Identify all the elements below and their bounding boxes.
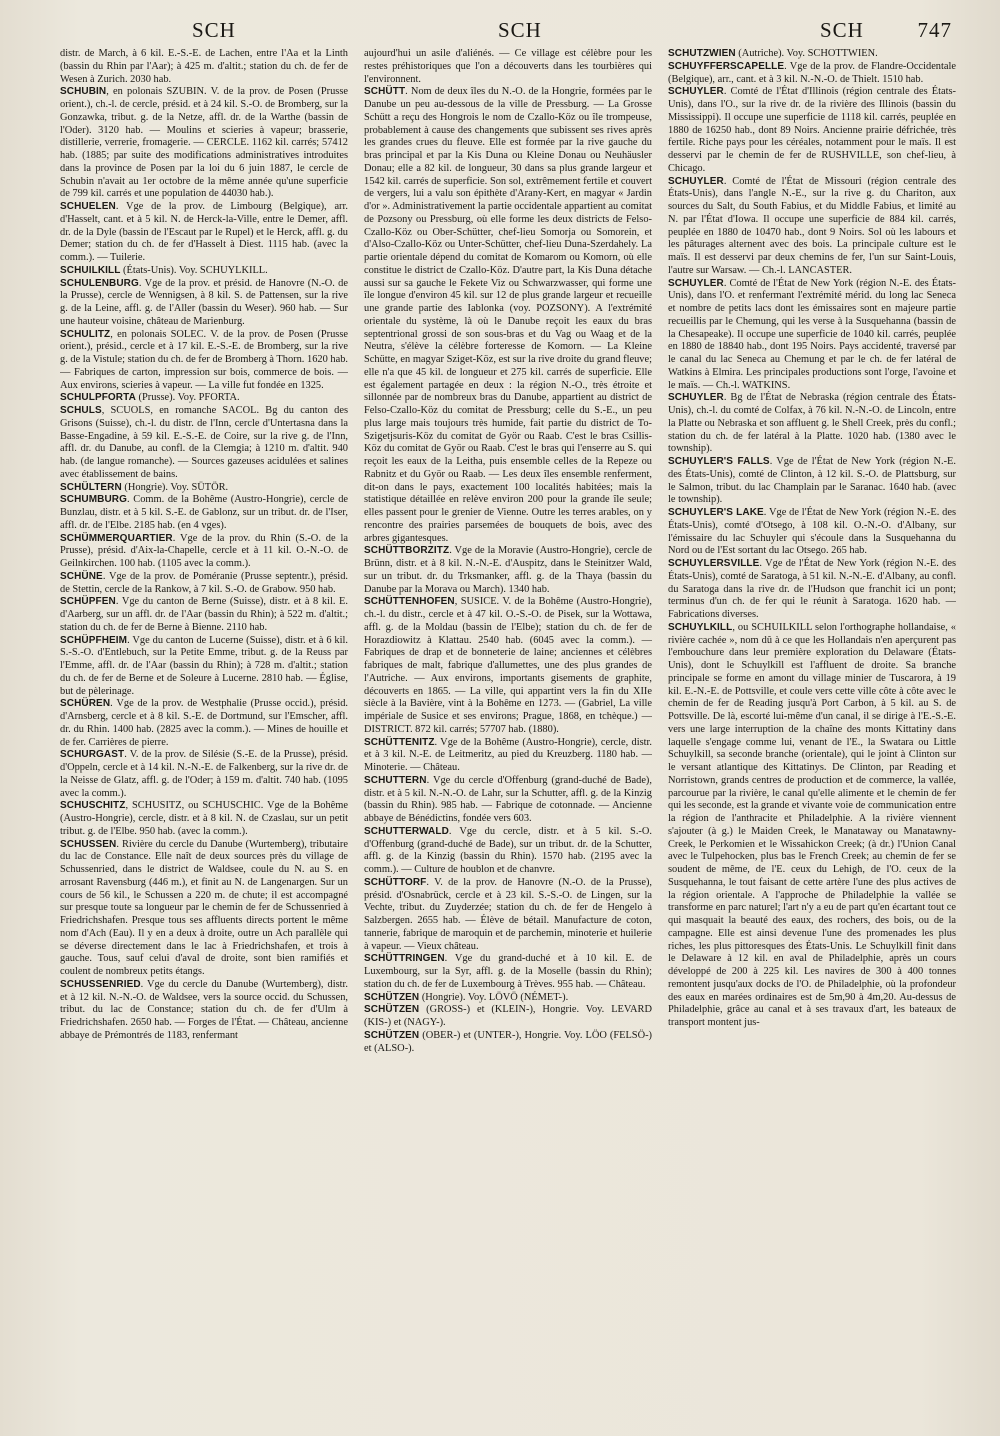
- entry-text: . Vge du cercle, distr. et à 5 kil. S.-O. d'Offenburg (grand-duché de Bade), sur un tribut. dr. de la Schutter, affl. g. de la Kinzig (bassin du Rhin). 1570 hab. (2195 avec la comm.). — Culture de houblon et de chanvre.: [364, 825, 652, 875]
- entry-headword: SCHUSCHITZ: [60, 800, 126, 812]
- entry-text: . Comm. de la Bohême (Austro-Hongrie), cercle de Bunzlau, distr. et à 5 kil. S.-E. de Gablonz, sur un tribut. dr. de l'Iser, affl. dr. de l'Elbe. 2185 hab. (en 4 vges).: [60, 494, 348, 531]
- entry-text: distr. de March, à 6 kil. E.-S.-E. de Lachen, entre l'Aa et la Linth (bassin du Rhin par l'Aar); à 425 m. d'altit.; station du ch. de fer de Wesen à Zurich. 2030 hab.: [60, 48, 348, 85]
- entry-headword: SCHUSSEN: [60, 838, 117, 850]
- entry-headword: SCHÜPFHEIM: [60, 634, 128, 646]
- running-head-center: SCH: [498, 18, 542, 42]
- dictionary-entry: [60, 201, 348, 265]
- entry-text: . Comté de l'État de New York (région N.-E. des États-Unis), dans l'O. et renfermant l'extrémité mérid. du long lac Seneca et nombre de petits lacs dont les émissaires sont en majeure partie recueillis par le Chemung, qui les verse à la Susquehanna (bassin de la Chesapeake). Il occupe une superficie de 1040 kil. carrés, peuplée en 1880 de 18840 hab., dont 195 Noirs. Pays accidenté, traversé par le canal du lac Seneca au Chemung et par le ch. de fer latéral de Watkins à Elmira. Les principales productions sont l'orge, l'avoine et le maïs. — Ch.-l. WATKINS.: [668, 277, 956, 391]
- entry-text: (OBER-) et (UNTER-), Hongrie. Voy. LÖO (FELSÖ-) et (ALSO-).: [364, 1029, 652, 1054]
- entry-headword: SCHULENBURG: [60, 277, 139, 289]
- entry-headword: SCHÜTTENITZ: [364, 736, 435, 748]
- dictionary-entry: [668, 456, 956, 507]
- dictionary-entry: [60, 979, 348, 1043]
- dictionary-entry: [668, 61, 956, 87]
- entry-text: (États-Unis). Voy. SCHUYLKILL.: [120, 264, 268, 276]
- column-right: [668, 48, 956, 1428]
- entry-text: . Rivière du cercle du Danube (Wurtemberg), tributaire du lac de Constance. Elle naît de deux sources près du village de Schussenried, dans le district de Waldsee, coule du N. au S. en arrosant Ravensburg (446 m.), et finit au N. de Langenargen. Sur un cours de 56 kil., le Schussen a 220 m. de chute; il est accompagné sur presque toute sa longueur par le chemin de fer de Schussenried à Friedrichshafen. Presque tous ses affluents directs portent le même nom d'Ach (Eau). Il y en a deux à droite, outre un Ach parallèle qui se déverse directement dans le lac à Friedrichshafen, et trois à gauche. Tous, sauf celui d'aval de droite, sont bien ramifiés et coulent de nombreux petits étangs.: [60, 838, 348, 977]
- entry-text: . Comté de l'État d'Illinois (région centrale des États-Unis), dans l'O., sur la rive dr. de la rivière des Illinois (bassin du Mississippi). Il occupe une superficie de 1118 kil. carrés, peuplée en 1880 de 16250 hab., dont 89 Noirs. Ancienne prairie défrichée, très fertile. Riche pays pour les céréales, notamment pour le maïs. Il est desservi par le chemin de fer de RUSHVILLE, son chef-lieu, à Chicago.: [668, 86, 956, 174]
- entry-headword: SCHÜPFEN: [60, 596, 116, 608]
- entry-headword: SCHUILKILL: [60, 264, 121, 276]
- dictionary-entry: [364, 48, 652, 86]
- column-middle: [364, 48, 652, 1428]
- entry-headword: SCHUYLER: [668, 392, 724, 404]
- entry-text: . Vge de la Moravie (Austro-Hongrie), cercle de Brünn, distr. et à 8 kil. N.-N.-E. d'Auspitz, dans le Steinitzer Wald, sur un tribut. dr. du Trksmanker, affl. g. de la Thaya (bassin du Danube par la Morava ou March). 1340 hab.: [364, 545, 652, 595]
- entry-headword: SCHÜTTORF: [364, 876, 427, 888]
- entry-headword: SCHUMBURG: [60, 494, 128, 506]
- entry-text: (GROSS-) et (KLEIN-), Hongrie. Voy. LEVARD (KIS-) et (NAGY-).: [364, 1004, 652, 1028]
- dictionary-entry: [60, 800, 348, 838]
- running-head-right: SCH: [820, 18, 864, 42]
- dictionary-entry: [60, 482, 348, 495]
- column-left: [60, 48, 348, 1428]
- dictionary-entry: [668, 507, 956, 558]
- entry-headword: SCHULPFORTA: [60, 392, 136, 404]
- entry-headword: SCHUYLER: [668, 86, 724, 98]
- dictionary-entry: [60, 329, 348, 393]
- dictionary-entry: [60, 571, 348, 597]
- entry-text: . Nom de deux îles du N.-O. de la Hongrie, formées par le Danube un peu au-dessous de la ville de Pressburg. — La Grosse Schütt a reçu des Hongrois le nom de Czallo-Köz ou île trompeuse, probablement à cause des changements que subissent ses rives après les grandes crues du fleuve. Elle est formée par la rive gauche du bras principal et par la Kis Duna ou Kleine Donau ou Neuhäusler Donau; elle a 82 kil. de longueur, 30 dans sa plus grande largeur et 1542 kil. carrés de superficie. Son sol, extrêmement fertile et couvert de vergers, lui a valu son épithète d'Arany-Kert, en magyar « Jardin d'or ». Administrativement la partie occidentale appartient au comitat de Pozsony ou Pressburg, où elle forme les deux districts de Felso-Czallo-Köz ou Ober-Schütter, chef-lieu Somorja ou Somorein, et d'Also-Czallo-Köz ou Unter-Schütter, chef-lieu Duna-Szerdahely. La partie orientale dépend du comitat de Komarom ou Komorn, où elle constitue le district de Czallo-Köz. D'autre part, la Kis Duna détache aussi sur sa gauche le Fekete Viz ou Schwarzwasser, qui forme une île longue d'environ 45 kil. sur 12 de plus grande largeur et recueille une grande partie des Iablonka (voy. POZSONY). A l'extrémité orientale du système, là où le Danube reçoit les eaux du bras septentrional grossi de son sous-bras et du Vag ou Waag et de la Neutra, s'élève la célèbre forteresse de Komorn. — La Kleine Schütte, en magyar Sziget-Köz, est sur la rive droite du grand fleuve; elle n'a que 45 kil. de longueur et 275 kil. carrés de superficie. Elle est également partagée en deux : la région N.-O., très étroite et sillonnée par de nombreux bras du Danube, appartient au district de Felso-Czallo-Köz du comitat de Pressburg; celle du S.-E., un peu plus large mais toujours très humide, fait partie du district de To-Szigetjsuris-Köz du comitat de Györ ou Raab. C'est le bras Csillis-Köz du comitat de Györ ou Raab. C'est le bras qui l'enserre au S. qui reçoit les eaux de la Leitha, puis ensemble celles de la Repeze ou Rabnitz et du Györ ou Raab. — Les deux îles ensemble renferment, dit-on dans le pays, exactement 100 localités habitées; mais la statistique détaillée en relève environ 200 pour la grande île seule; elles passent pour le grenier de Vienne. Outre les terres arables, on y rencontre des prairies parsemées de bouquets de bois, avec des arbres gigantesques.: [364, 86, 652, 544]
- text-columns: [60, 48, 964, 1428]
- dictionary-entry: [60, 392, 348, 405]
- dictionary-entry: [668, 392, 956, 456]
- dictionary-entry: [60, 839, 348, 979]
- entry-headword: SCHUSSENRIED: [60, 978, 141, 990]
- entry-text: . Vge de la Bohême (Austro-Hongrie), cercle, distr. et à 3 kil. N.-E. de Leitmeritz, au pied du Kreuzberg. 1180 hab. — Minoterie. — Château.: [364, 736, 652, 773]
- entry-text: , SCHUSITZ, ou SCHUSCHIC. Vge de la Bohême (Austro-Hongrie), cercle, distr. et à 8 kil. N. de Czaslau, sur un petit tribut. g. de l'Elbe. 950 hab. (avec la comm.).: [60, 800, 348, 837]
- entry-text: (Hongrie). Voy. SÜTÖR.: [121, 481, 229, 493]
- entry-headword: SCHULITZ: [60, 328, 111, 340]
- entry-text: , en polonais SZUBIN. V. de la prov. de Posen (Prusse orient.), ch.-l. de cercle, présid. et à 24 kil. S.-O. de Bromberg, sur la Gonzawka, tribut. g. de la Netze, affl. dr. de la Warthe (bassin de l'Oder). 3120 hab. — Moulins et scieries à vapeur; brasserie, distillerie, verrerie, fromagerie. — CERCLE. 1162 kil. carrés; 57412 hab. (1885; par suite des modifications administratives introduites dans la province de Posen par la loi du 6 juin 1887, le cercle de Schubin n'avait au 1er octobre de la même année qu'une superficie de 799 kil. carrés et une population de 44030 hab.).: [60, 86, 348, 200]
- entry-headword: SCHÜTZEN: [364, 1004, 420, 1016]
- entry-headword: SCHÜTT: [364, 86, 406, 98]
- entry-text: . Comté de l'État de Missouri (région centrale des États-Unis), dans l'angle N.-E., sur la rive g. du Chariton, aux sources du Salt, du South Fabius, et du Middle Fabius, et limité au N. par l'État d'Iowa. Il occupe une superficie de 884 kil. carrés, peuplée en 1880 de 10470 hab., dont 9 Noirs. Sol où les labours et les pâturages alternent avec des bois. La principale culture est le maïs. Il est desservi par deux chemins de fer, l'un sur Saint-Louis, l'autre sur Warsaw. — Ch.-l. LANCASTER.: [668, 175, 956, 276]
- dictionary-entry: [668, 622, 956, 1030]
- entry-headword: SCHÜTTENHOFEN: [364, 596, 455, 608]
- entry-headword: SCHUTTERWALD: [364, 825, 449, 837]
- entry-headword: SCHÜLTERN: [60, 481, 122, 493]
- entry-text: . V. de la prov. de Silésie (S.-E. de la Prusse), présid. d'Oppeln, cercle et à 14 kil. N.-N.-E. de Falkenberg, sur la rive dr. de la Neisse de Glatz, affl. g. de l'Oder; à 159 m. d'altit. 740 hab. (1095 avec la comm.).: [60, 749, 348, 799]
- dictionary-entry: [60, 596, 348, 634]
- entry-text: (Autriche). Voy. SCHOTTWIEN.: [735, 48, 878, 59]
- entry-text: . Vge de l'État de New York (région N.-E. des États-Unis), comté d'Otsego, à 108 kil. O.-N.-O. d'Albany, sur l'émissaire du lac Schuyler qui s'écoule dans la Susquehanna du Nord ou de l'Est sortant du lac Otsego. 265 hab.: [668, 507, 956, 557]
- entry-text: . Vge de l'État de New York (région N.-E. des États-Unis), comté de Clinton, à 12 kil. S.-O. de Plattsburg, sur le Salmon, tribut. du lac Champlain par le Saranac. 1640 hab. (avec le township).: [668, 456, 956, 506]
- entry-headword: SCHUBIN: [60, 86, 107, 98]
- dictionary-entry: [364, 737, 652, 775]
- entry-text: . Bg de l'État de Nebraska (région centrale des États-Unis), ch.-l. du comté de Colfax, à 76 kil. N.-N.-O. de Lincoln, entre la Platte ou Nebraska et son affluent g. le Shell Creek, près du confl.; station du ch. de fer latéral à la Platte. 1020 hab. (1380 avec le township).: [668, 392, 956, 455]
- dictionary-entry: [364, 86, 652, 545]
- dictionary-entry: [668, 278, 956, 393]
- entry-text: . Vge de la prov. du Rhin (S.-O. de la Prusse), présid. d'Aix-la-Chapelle, cercle et à 11 kil. O.-N.-O. de Geilnkirchen. 100 hab. (1105 avec la comm.).: [60, 532, 348, 569]
- entry-text: , en polonais SOLEC. V. de la prov. de Posen (Prusse orient.), présid., cercle et à 17 kil. E.-S.-E. de Bromberg, sur la rive g. de la Vistule; station du ch. de fer de Bromberg à Thorn. 1620 hab. — Fabriques de carton, impression sur bois, commerce de bois. — Aux environs, scieries à vapeur. — La ville fut fondée en 1325.: [60, 328, 348, 391]
- entry-text: . Vge du grand-duché et à 10 kil. E. de Luxembourg, sur la Syr, affl. g. de la Moselle (bassin du Rhin); station du ch. de fer de Luxembourg à Trèves. 955 hab. — Château.: [364, 953, 652, 990]
- dictionary-entry: [60, 278, 348, 329]
- entry-headword: SCHULS: [60, 405, 102, 416]
- entry-text: . Vge du canton de Lucerne (Suisse), distr. et à 6 kil. S.-S.-O. d'Entlebuch, sur la Petite Emme, tribut. g. de la Reuss par l'Emme, affl. dr. de l'Aar (bassin du Rhin); à 728 m. d'altit.; station du ch. de fer de Berne et de Soleure à Lucerne. 2810 hab. — Église, but de pèlerinage.: [60, 634, 348, 697]
- entry-headword: SCHÜTTRINGEN: [364, 953, 445, 965]
- entry-headword: SCHUYLER: [668, 277, 724, 289]
- dictionary-entry: [60, 698, 348, 749]
- entry-headword: SCHURGAST: [60, 749, 125, 761]
- entry-text: . Vge de la prov. de Poméranie (Prusse septentr.), présid. de Stettin, cercle de la Rankow, à 7 kil. S.-O. de Grabow. 950 hab.: [60, 570, 348, 595]
- dictionary-entry: [364, 953, 652, 991]
- entry-text: . Vge du cercle d'Offenburg (grand-duché de Bade), distr. et à 5 kil. N.-N.-O. de Lahr, sur la Schutter, affl. g. de la Kinzig (bassin du Rhin). 985 hab. — Fabrique de cotonnade. — Ancienne abbaye de Bénédictins, fondée vers 603.: [364, 774, 652, 824]
- entry-headword: SCHÜTZEN: [364, 991, 420, 1003]
- entry-text: . Vge de la prov. et présid. de Hanovre (N.-O. de la Prusse), cercle de Wennigsen, à 8 kil. S. de Pattensen, sur la rive g. de la Leine, affl. g. de l'Aller (bassin du Weser). 960 hab. — Sur une hauteur voisine, château de Marienburg.: [60, 277, 348, 327]
- entry-headword: SCHÜTZEN: [364, 1029, 420, 1041]
- entry-text: (Hongrie). Voy. LÖVÖ (NÉMET-).: [419, 991, 569, 1003]
- running-head: [60, 14, 964, 48]
- dictionary-entry: [364, 596, 652, 736]
- page-number: 747: [917, 18, 952, 42]
- entry-text: . Vge de l'État de New York (région N.-E. des États-Unis), comté de Saratoga, à 51 kil. N.-N.-E. d'Albany, au confl. du Saratoga dans la rive dr. de l'Hudson que franchit ici un pont; terminus d'un ch. de fer qui le réunit à Saratoga. 1620 hab. — Fabrications diverses.: [668, 558, 956, 620]
- dictionary-entry: [60, 86, 348, 201]
- entry-headword: SCHUYLKILL: [668, 621, 733, 633]
- entry-headword: SCHUYLER'S FALLS: [668, 456, 770, 467]
- entry-headword: SCHUYLER: [668, 175, 724, 187]
- entry-headword: SCHÜREN: [60, 698, 111, 710]
- dictionary-entry: [364, 545, 652, 596]
- entry-headword: SCHUYFFERSCAPELLE: [668, 60, 785, 72]
- entry-headword: SCHUYLERSVILLE: [668, 558, 760, 569]
- entry-text: . Vge de la prov. de Limbourg (Belgique), arr. d'Hasselt, cant. et à 5 kil. N. de Herck-la-Ville, entre le Demer, affl. dr. de la Dyle (bassin de l'Escaut par le Rupel) et le Herck, affl. g. du Demer; station du ch. de fer d'Hasselt à Diest. 1115 hab. (avec la comm.). — Tuilerie.: [60, 201, 348, 263]
- dictionary-entry: [60, 265, 348, 278]
- dictionary-entry: [60, 405, 348, 482]
- dictionary-entry: [60, 494, 348, 532]
- entry-text: . Vge du canton de Berne (Suisse), distr. et à 8 kil. E. d'Aarberg, sur un affl. dr. de l'Aar (bassin du Rhin); à 522 m. d'altit.; station du ch. de fer de Berne à Bienne. 2110 hab.: [60, 596, 348, 633]
- dictionary-entry: [364, 826, 652, 877]
- entry-text: , SUSICE. V. de la Bohême (Austro-Hongrie), ch.-l. du distr., cercle et à 47 kil. O.-S.-O. de Pisek, sur la Wottawa, affl. g. de la Moldau (bassin de l'Elbe); station du ch. de fer de Horazdiowitz à Klattau. 2540 hab. (6045 avec la comm.). — Fabriques de drap et de bonneterie de laine; anciennes et célèbres fabriques de malt, fabrique d'allumettes, une des plus grandes de l'Autriche. — Aux environs, importants gisements de graphite, découverts en 1865. — La ville, qui appartint vers la fin du XIIe siècle à la Bavière, vint à la Bohême en 1273. — (Gabriel, La ville impériale de Susice et ses environs; Prague, 1868, en tchèque.) — DISTRICT. 872 kil. carrés; 57707 hab. (1880).: [364, 596, 652, 735]
- entry-headword: SCHUTTERN: [364, 774, 427, 786]
- running-head-left: SCH: [192, 18, 236, 42]
- entry-text: (Prusse). Voy. PFORTA.: [135, 392, 240, 404]
- entry-headword: SCHÜMMERQUARTIER: [60, 532, 173, 544]
- entry-text: . V. de la prov. de Hanovre (N.-O. de la Prusse), présid. d'Osnabrück, cercle et à 23 kil. S.-S.-O. de Lingen, sur la Vechte, tribut. du Zuyderzée; station du ch. de fer de Hengelo à Salzbergen. 2655 hab. — Élève de bétail. Manufacture de coton, tannerie, fabrique de maroquin et de parchemin, minoterie et huilerie à vapeur. — Vieux château.: [364, 876, 652, 952]
- dictionary-entry: [668, 86, 956, 175]
- dictionary-entry: [668, 48, 956, 61]
- dictionary-entry: [60, 635, 348, 699]
- dictionary-entry: [668, 558, 956, 622]
- dictionary-entry: [364, 1030, 652, 1056]
- entry-headword: SCHUTZWIEN: [668, 48, 736, 59]
- dictionary-entry: [60, 48, 348, 86]
- entry-text: , SCUOLS, en romanche SACOL. Bg du canton des Grisons (Suisse), ch.-l. du distr. de l'Inn, cercle d'Untertasna dans la Basse-Engadine, à 59 kil. E.-S.-E. de Coire, sur la rive g. de l'Inn, affl. dr. du Danube, au confl. de la Clemgia; à 1210 m. d'altit. 940 hab. (de langue romanche). — Sources gazeuses acidulées et salines avec établissement de bains.: [60, 405, 348, 480]
- dictionary-entry: [364, 775, 652, 826]
- dictionary-entry: [364, 1004, 652, 1030]
- dictionary-entry: [668, 176, 956, 278]
- dictionary-entry: [60, 533, 348, 571]
- dictionary-entry: [364, 992, 652, 1005]
- entry-headword: SCHUELEN: [60, 201, 116, 212]
- dictionary-entry: [60, 749, 348, 800]
- entry-text: , ou SCHUILKILL selon l'orthographe hollandaise, « rivière cachée », nom dû à ce que les Hollandais n'en aperçurent pas l'embouchure dans leur première exploration du Delaware (États-Unis), dont le Schuylkill est l'affluent de droite. Sa branche principale se forme en amont du village minier de Tuscarora, à 19 kil. E.-N.-E. de Pottsville, et coule vers cette ville côte à côte avec le chemin de fer de Reading jusqu'à Port Carbon, à 5 kil. au S. de Pottsville. De là, escorté lui-même d'un canal, il se dirige à l'E.-S.-E. vers une large interruption de la chaîne des monts Kittatiny dans laquelle s'engage comme lui, venant de l'E., la Swatara ou Little Schuylkill, sa seconde branche (orientale), qui le joint à Clinton sur le versant atlantique des Kittatinys. De Clinton, par Reading et Norristown, grands centres de production et de commerce, la vallée, parcourue par la rivière, le canal qu'elle alimente et le chemin de fer qui les seconde, est la grande et vivante voie de communication entre la région de l'anthracite et Philadelphie. A la rivière viennent s'ajouter (à g.) le Maiden Creek, le Manataway ou Manatawny-Creek, le Perkomien et le Wissahickon Creek; (à dr.) l'Union Canal avec le Tulpehocken, plus bas le French Creek; au chemin de fer se soudent de même, de l'E. ceux du Lehigh, de l'O. ceux de la Susquehanna, le tout faisant de cette artère l'une des plus actives de la région orientale. A l'approche de Philadelphie la vallée se transforme en parc naturel; l'art n'y a eu de part qu'en écartant tout ce qui masquait la beauté des eaux, des rochers, des bois, ou de la campagne. Elle est ainsi devenue l'une des promenades les plus riches, les plus pittoresques des États-Unis. Le Schuylkill finit dans le Delaware à 12 kil. en aval de Philadelphie, après un cours développé de 200 à 225 kil. Les navires de 300 à 400 tonnes remontent jusqu'aux docks de l'O. de Philadelphie, où la profondeur des eaux en marées ordinaires est de 5m,90 à 4m,20. Au-dessus de Philadelphie, grâce au canal et à ses travaux d'art, les bateaux de transport montent jus-: [668, 621, 956, 1028]
- entry-headword: SCHUYLER'S LAKE: [668, 507, 764, 518]
- entry-text: . Vge de la prov. de Flandre-Occidentale (Belgique), arr., cant. et à 3 kil. N.-N.-O. de Thielt. 1510 hab.: [668, 60, 956, 85]
- entry-text: . Vge de la prov. de Westphalie (Prusse occid.), présid. d'Arnsberg, cercle et à 8 kil. S.-E. de Dortmund, sur l'Emscher, affl. dr. du Rhin. 1400 hab. (2825 avec la comm.). — Mines de houille et de fer. Carrières de pierre.: [60, 698, 348, 748]
- entry-headword: SCHÜTTBORZITZ: [364, 545, 450, 557]
- dictionary-entry: [364, 877, 652, 954]
- entry-headword: SCHÜNE: [60, 570, 103, 582]
- entry-text: aujourd'hui un asile d'aliénés. — Ce village est célèbre pour les restes préhistoriques que l'on a découverts dans les tourbières qui l'environnent.: [364, 48, 652, 85]
- entry-text: . Vge du cercle du Danube (Wurtemberg), distr. et à 12 kil. N.-N.-O. de Waldsee, vers la source occid. du Schussen, tribut. du lac de Constance; station du ch. de fer d'Ulm à Friedrichshafen. 2650 hab. — Forges de l'État. — Château, ancienne abbaye de Prémontrés de 1183, renfermant: [60, 978, 348, 1041]
